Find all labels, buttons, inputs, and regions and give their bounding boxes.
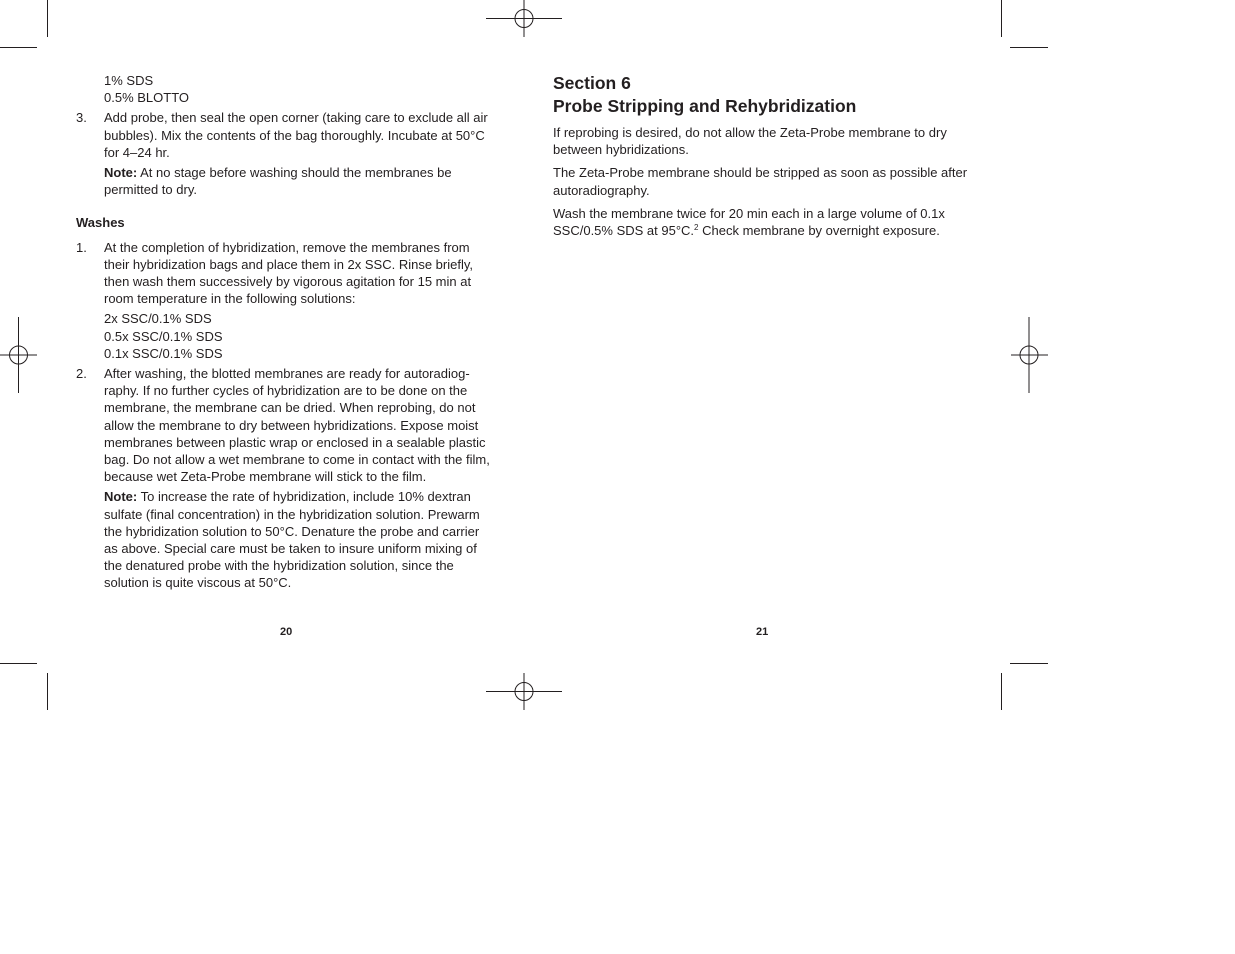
note-label: Note: bbox=[104, 165, 138, 181]
registration-mark-right bbox=[1010, 317, 1048, 393]
step-text: At the completion of hybridization, remove the membranes from their hybridization bags and place them in 2x SSC. Rinse briefly, then wash them successively by vigorous agitation for 15 min at room temperature in the following solutions: bbox=[104, 239, 474, 307]
section-title: Probe Stripping and Rehybridization bbox=[553, 95, 857, 116]
solution-item: 1% SDS bbox=[104, 73, 154, 88]
note-label: Note: bbox=[104, 489, 138, 505]
step-text: After washing, the blotted membranes are ready for autoradiog-raphy. If no further cycles of hybridization are to be done on the membrane, the membrane can be dried. When reprobing, do not allow the membrane to dry between hybridizations. Expose moist membranes between plastic wrap or enclosed in a sealable plastic bag. Do not allow a wet membrane to come in contact with the film, because wet Zeta-Probe membrane will stick to the film. bbox=[104, 366, 490, 485]
paragraph: If reprobing is desired, do not allow the Zeta-Probe membrane to dry between hybridizations. bbox=[553, 125, 947, 158]
registration-mark-left bbox=[0, 317, 38, 393]
solution-item: 0.5% BLOTTO bbox=[104, 90, 190, 106]
paragraph bbox=[553, 205, 973, 239]
reference-superscript: 2 bbox=[694, 223, 699, 233]
paragraph: The Zeta-Probe membrane should be stripped as soon as possible after autoradiography. bbox=[553, 165, 968, 198]
right-page bbox=[553, 72, 973, 245]
wash-step-1 bbox=[76, 239, 496, 308]
paragraph-text: Check membrane by overnight exposure. bbox=[698, 223, 940, 239]
step-text: Add probe, then seal the open corner (taking care to exclude all air bubbles). Mix the contents of the bag thoroughly. Incubate at 50°C for 4–24 hr. bbox=[104, 110, 488, 160]
section-label: Section 6 bbox=[553, 73, 631, 93]
registration-mark-bottom bbox=[486, 673, 562, 711]
step-3 bbox=[76, 109, 496, 161]
crop-mark-bottom-right-v bbox=[1001, 673, 1002, 710]
step-number: 3. bbox=[76, 110, 87, 126]
note-paragraph bbox=[104, 164, 496, 198]
note-text: At no stage before washing should the membranes be permitted to dry. bbox=[104, 165, 452, 198]
crop-mark-top-right-v bbox=[1001, 0, 1002, 37]
crop-mark-top-right-h bbox=[1010, 47, 1048, 48]
registration-mark-top bbox=[486, 0, 562, 38]
solution-item: 0.5x SSC/0.1% SDS bbox=[104, 328, 223, 344]
solution-list bbox=[76, 72, 496, 106]
crop-mark-bottom-left-h bbox=[0, 663, 37, 664]
crop-mark-bottom-left-v bbox=[47, 673, 48, 710]
left-page bbox=[76, 72, 496, 592]
solution-item: 0.1x SSC/0.1% SDS bbox=[104, 345, 223, 361]
paragraph-text: Wash the membrane twice for 20 min each in a large volume of 0.1x SSC/0.5% SDS at 95°C. bbox=[553, 205, 945, 239]
step-number: 2. bbox=[76, 366, 87, 382]
section-heading bbox=[553, 72, 973, 117]
crop-mark-top-left-v bbox=[47, 0, 48, 37]
step-number: 1. bbox=[76, 239, 87, 255]
wash-solution-list bbox=[76, 310, 496, 362]
note-text: To increase the rate of hybridization, include 10% dextran sulfate (final concentration) in the hybridization solution. Prewarm the hybridization solution to 50°C. Denature the probe and carrier as above. Special care must be taken to insure uniform mixing of the denatured probe with the hybridization solution, since the solution is quite viscous at 50°C. bbox=[104, 489, 480, 591]
page-number-right: 21 bbox=[756, 626, 769, 638]
crop-mark-bottom-right-h bbox=[1010, 663, 1048, 664]
note-paragraph bbox=[104, 488, 496, 591]
wash-step-2 bbox=[76, 365, 496, 485]
crop-mark-top-left-h bbox=[0, 47, 37, 48]
solution-item: 2x SSC/0.1% SDS bbox=[104, 311, 212, 327]
page-number-left: 20 bbox=[280, 626, 293, 638]
washes-heading: Washes bbox=[76, 215, 125, 231]
